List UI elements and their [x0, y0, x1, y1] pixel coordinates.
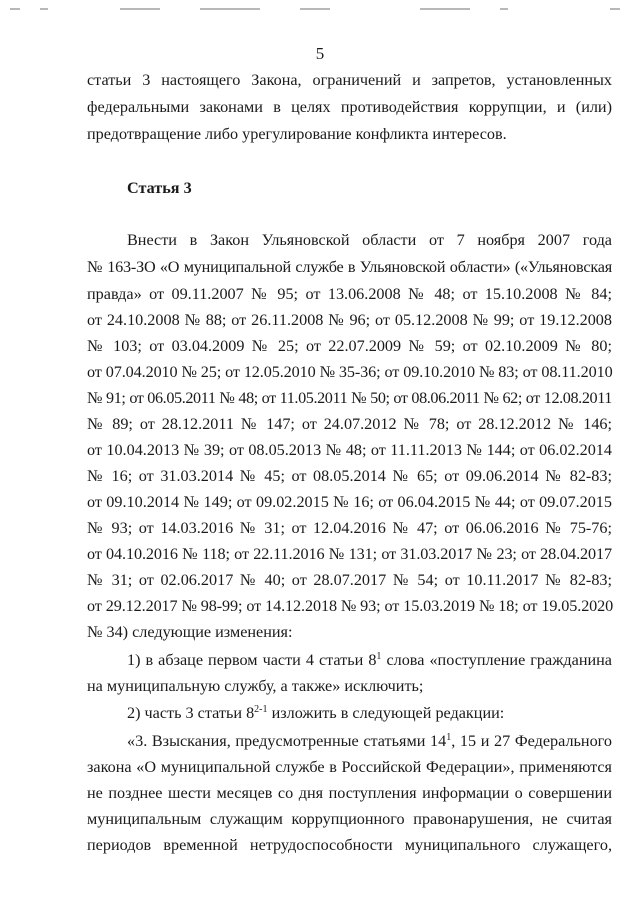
- quote-superscript: 1: [446, 732, 452, 743]
- quote-line-5: периодов временной нетрудоспособности муниципального служащего,: [87, 836, 612, 854]
- item-1-line-2: на муниципальную службу, а также» исключить;: [87, 677, 424, 695]
- item-2-text-after: изложить в следующей редакции:: [267, 704, 505, 722]
- item-2-superscript: 2-1: [254, 704, 268, 715]
- body-line-5: № 103; от 03.04.2009 № 25; от 22.07.2009 № 59; от 02.10.2009 № 80;: [87, 337, 612, 355]
- body-line-3: правда» от 09.11.2007 № 95; от 13.06.2008 № 48; от 15.10.2008 № 84;: [87, 285, 612, 303]
- body-line-11: от 09.10.2014 № 149; от 09.02.2015 № 16; от 06.04.2015 № 44; от 09.07.2015: [87, 493, 612, 511]
- intro-line-2: федеральными законами в целях противодействия коррупции, и (или): [87, 98, 612, 116]
- body-line-13: от 04.10.2016 № 118; от 22.11.2016 № 131; от 31.03.2017 № 23; от 28.04.2017: [87, 545, 612, 563]
- body-line-9: от 10.04.2013 № 39; от 08.05.2013 № 48; от 11.11.2013 № 144; от 06.02.2014: [87, 441, 612, 459]
- quote-text-before: «3. Взыскания, предусмотренные статьями 14: [127, 732, 447, 750]
- body-line-10: № 16; от 31.03.2014 № 45; от 08.05.2014 № 65; от 09.06.2014 № 82-83;: [87, 467, 612, 485]
- body-line-15: от 29.12.2017 № 98-99; от 14.12.2018 № 93; от 15.03.2019 № 18; от 19.05.2020: [87, 597, 614, 615]
- article-heading: Статья 3: [127, 179, 192, 197]
- quote-line-4: муниципальным служащим коррупционного правонарушения, не считая: [87, 810, 612, 828]
- scan-artifact-marks: [0, 8, 640, 14]
- item-1-text-after: слова «поступление гражданина: [381, 651, 612, 669]
- page-number: 5: [315, 44, 325, 63]
- item-2-line: [127, 703, 612, 723]
- quote-line-2: закона «О муниципальной службе в Российской Федерации», применяются: [87, 758, 612, 776]
- item-1-text-before: 1) в абзаце первом части 4 статьи 8: [127, 651, 377, 669]
- quote-line-3: не позднее шести месяцев со дня поступления информации о совершении: [87, 784, 612, 802]
- body-line-2: № 163-ЗО «О муниципальной службе в Ульяновской области» («Ульяновская: [87, 258, 612, 276]
- item-1-superscript: 1: [376, 651, 382, 662]
- item-1-line-1: [127, 650, 612, 670]
- body-line-6: от 07.04.2010 № 25; от 12.05.2010 № 35-36; от 09.10.2010 № 83; от 08.11.2010: [87, 363, 613, 381]
- intro-line-1: статьи 3 настоящего Закона, ограничений и запретов, установленных: [87, 71, 612, 89]
- body-line-1: Внести в Закон Ульяновской области от 7 ноября 2007 года: [127, 231, 612, 249]
- body-line-8: № 89; от 28.12.2011 № 147; от 24.07.2012 № 78; от 28.12.2012 № 146;: [87, 415, 612, 433]
- body-line-4: от 24.10.2008 № 88; от 26.11.2008 № 96; от 05.12.2008 № 99; от 19.12.2008: [87, 311, 612, 329]
- item-2-text-before: 2) часть 3 статьи 8: [127, 704, 255, 722]
- intro-line-3: предотвращение либо урегулирование конфликта интересов.: [87, 125, 507, 143]
- quote-text-after: , 15 и 27 Федерального: [451, 732, 612, 750]
- body-line-16: № 34) следующие изменения:: [87, 623, 293, 641]
- body-line-14: № 31; от 02.06.2017 № 40; от 28.07.2017 № 54; от 10.11.2017 № 82-83;: [87, 571, 612, 589]
- quote-line-1: [127, 731, 612, 751]
- body-line-7: № 91; от 06.05.2011 № 48; от 11.05.2011 № 50; от 08.06.2011 № 62; от 12.08.2011: [87, 389, 612, 407]
- body-line-12: № 93; от 14.03.2016 № 31; от 12.04.2016 № 47; от 06.06.2016 № 75-76;: [87, 519, 612, 537]
